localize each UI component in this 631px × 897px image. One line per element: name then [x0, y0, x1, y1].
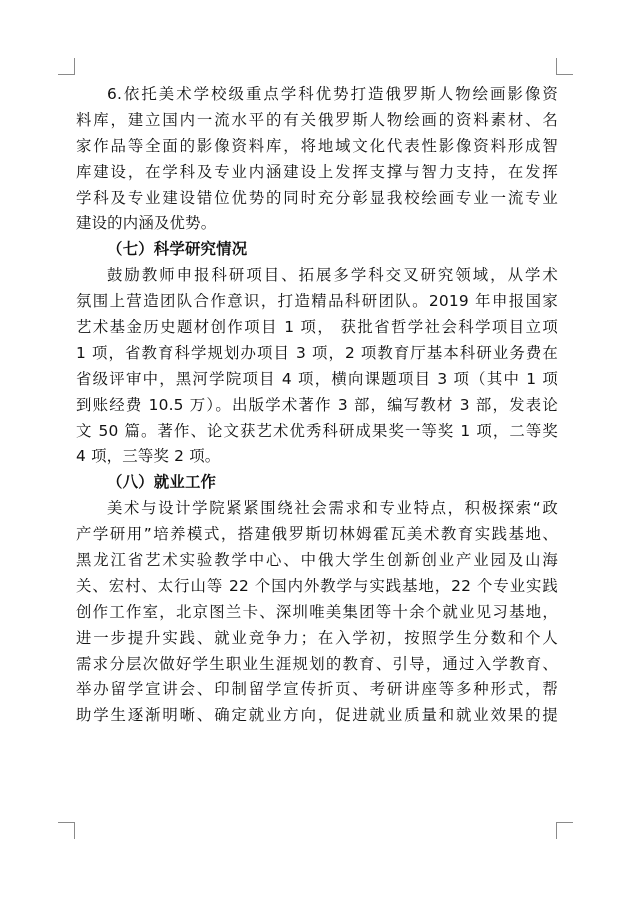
text-line: 需求分层次做好学生职业生涯规划的教育、引导，通过入学教育、	[76, 654, 558, 673]
crop-mark-top-left	[58, 58, 75, 75]
text-line: 黑龙江省艺术实验教学中心、中俄大学生创新创业产业园及山海	[76, 551, 558, 570]
crop-mark-bottom-right	[556, 822, 573, 839]
section-heading: （七）科学研究情况	[107, 240, 248, 259]
text-line: 进一步提升实践、就业竞争力；在入学初，按照学生分数和个人	[76, 628, 558, 647]
section-heading: （八）就业工作	[107, 473, 217, 492]
text-line: 家作品等全面的影像资料库，将地域文化代表性影像资料形成智	[76, 136, 558, 155]
crop-mark-bottom-left	[58, 822, 75, 839]
text-line: 建设的内涵及优势。	[76, 214, 217, 233]
text-line: 产学研用”培养模式，搭建俄罗斯切林姆霍瓦美术教育实践基地、	[76, 525, 558, 544]
text-line: 到账经费 10.5 万）。出版学术著作 3 部，编写教材 3 部，发表论	[76, 395, 558, 414]
text-line: 关、宏村、太行山等 22 个国内外教学与实践基地，22 个专业实践	[76, 576, 558, 595]
text-line: 文 50 篇。著作、论文获艺术优秀科研成果奖一等奖 1 项，二等奖	[76, 421, 558, 440]
text-line: 创作工作室，北京图兰卡、深圳唯美集团等十余个就业见习基地，	[76, 602, 558, 621]
text-line: 4 项，三等奖 2 项。	[76, 447, 221, 466]
crop-mark-top-right	[556, 58, 573, 75]
text-line: 鼓励教师申报科研项目、拓展多学科交叉研究领域，从学术	[107, 266, 558, 285]
text-line: 举办留学宣讲会、印制留学宣传折页、考研讲座等多种形式，帮	[76, 680, 558, 699]
text-line: 艺术基金历史题材创作项目 1 项， 获批省哲学社会科学项目立项	[76, 318, 558, 337]
text-line: 料库，建立国内一流水平的有关俄罗斯人物绘画的资料素材、名	[76, 110, 558, 129]
document-body	[76, 82, 558, 729]
text-line: 1 项，省教育科学规划办项目 3 项，2 项教育厅基本科研业务费在	[76, 343, 558, 362]
text-line: 省级评审中，黑河学院项目 4 项，横向课题项目 3 项（其中 1 项	[76, 369, 558, 388]
text-line: 氛围上营造团队合作意识，打造精品科研团队。2019 年申报国家	[76, 292, 558, 311]
text-line: 库建设，在学科及专业内涵建设上发挥支撑与智力支持，在发挥	[76, 162, 558, 181]
text-line: 助学生逐渐明晰、确定就业方向，促进就业质量和就业效果的提	[76, 706, 558, 725]
text-line: 美术与设计学院紧紧围绕社会需求和专业特点，积极探索“政	[107, 499, 558, 518]
text-line: 学科及专业建设错位优势的同时充分彰显我校绘画专业一流专业	[76, 188, 558, 207]
text-line: 6.依托美术学校级重点学科优势打造俄罗斯人物绘画影像资	[107, 85, 558, 103]
